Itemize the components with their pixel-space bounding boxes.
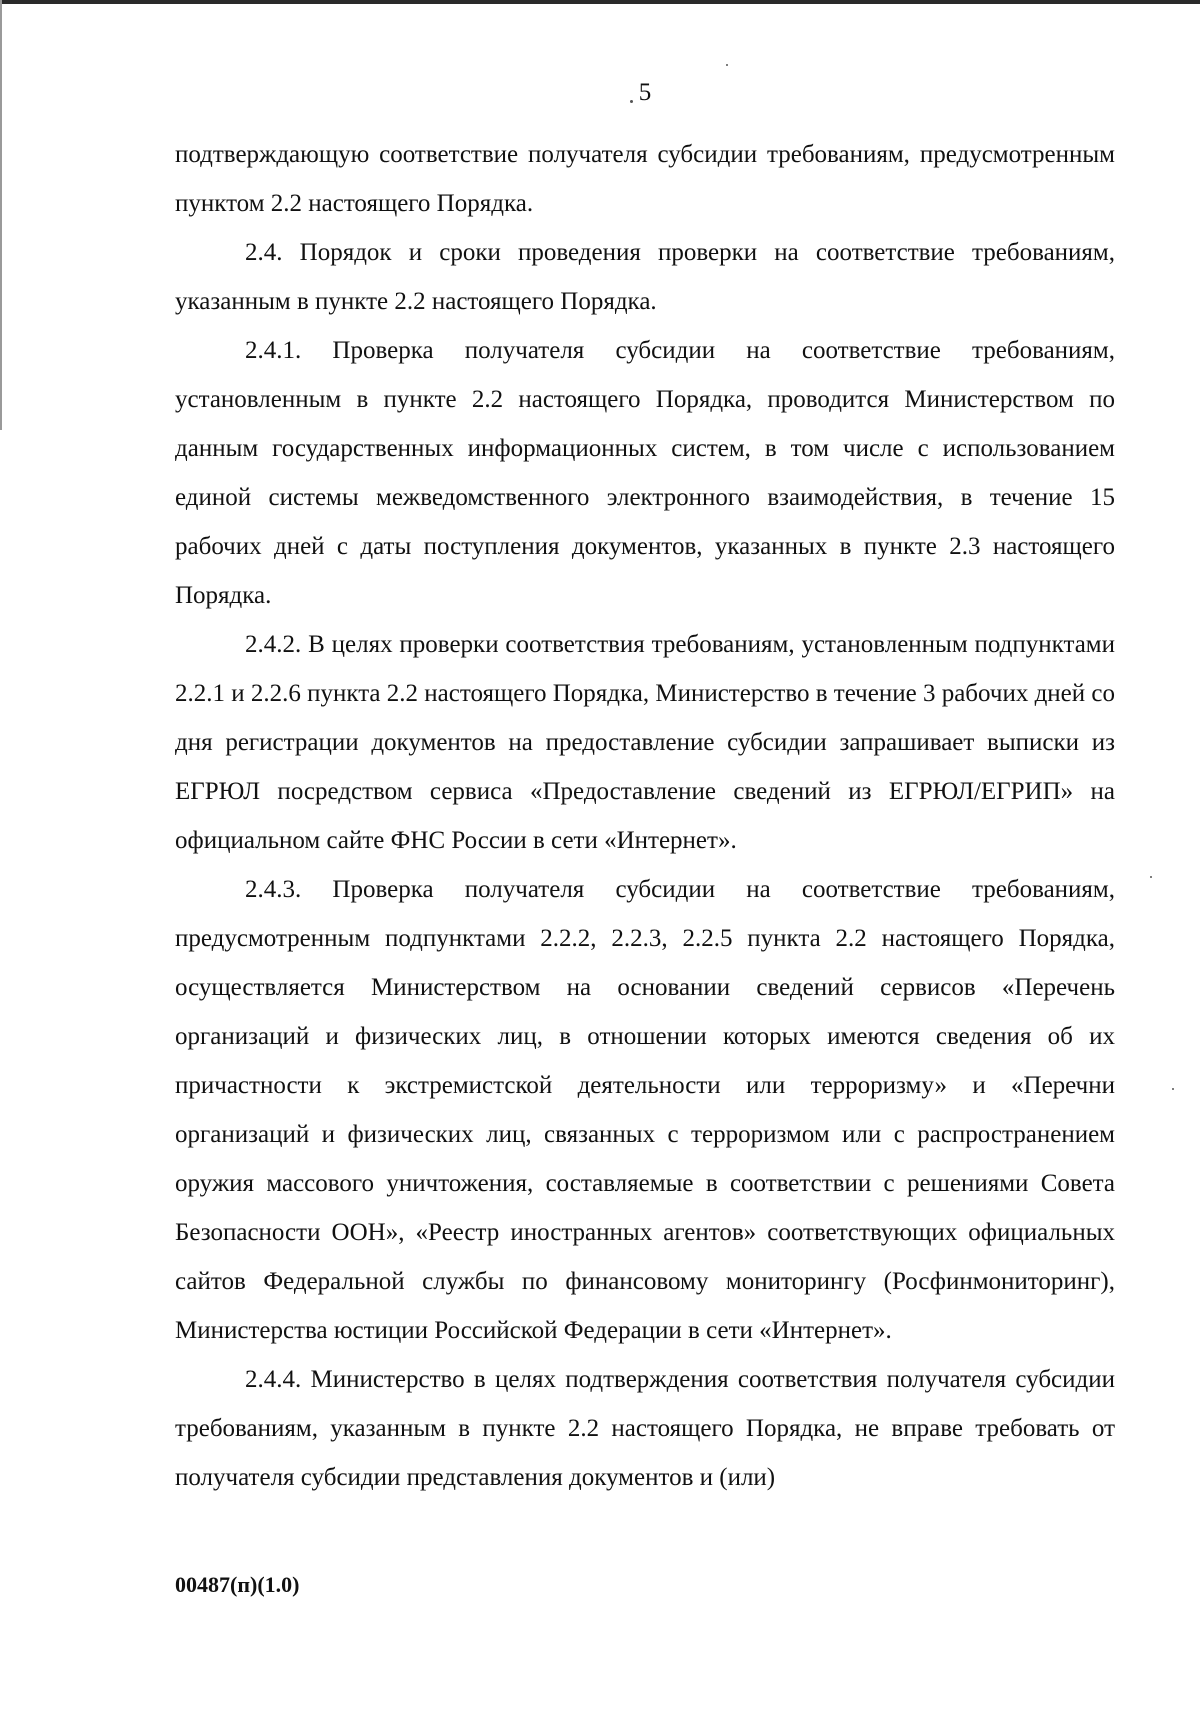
- document-code: 00487(п)(1.0): [175, 1572, 300, 1597]
- paragraph-2-4-4: 2.4.4. Министерство в целях подтверждения соответствия получателя субсидии требованиям, указанным в пункте 2.2 настоящего Порядка, не вправе требовать от получателя субсидии представления документов и (или): [175, 1366, 1115, 1491]
- document-body: [175, 130, 1115, 1502]
- scan-speck: [1150, 876, 1152, 878]
- paragraph-continuation: подтверждающую соответствие получателя субсидии требованиям, предусмотренным пунктом 2.2 настоящего Порядка.: [175, 141, 1115, 217]
- paragraph-2-4-3: 2.4.3. Проверка получателя субсидии на соответствие требованиям, предусмотренным подпунктами 2.2.2, 2.2.3, 2.2.5 пункта 2.2 настоящего Порядка, осуществляется Министерством на основании сведений сервисов «Перечень организаций и физических лиц, в отношении которых имеются сведения об их причастности к экстремистской деятельности или терроризму» и «Перечни организаций и физических лиц, связанных с терроризмом или с распространением оружия массового уничтожения, составляемые в соответствии с решениями Совета Безопасности ООН», «Реестр иностранных агентов» соответствующих официальных сайтов Федеральной службы по финансовому мониторингу (Росфинмониторинг), Министерства юстиции Российской Федерации в сети «Интернет».: [175, 876, 1115, 1344]
- page-number: 5: [638, 79, 652, 106]
- paragraph-2-4: 2.4. Порядок и сроки проведения проверки на соответствие требованиям, указанным в пункте 2.2 настоящего Порядка.: [175, 239, 1115, 315]
- scan-edge-left: [0, 0, 2, 430]
- scan-speck: [726, 64, 728, 66]
- scan-edge-top: [0, 0, 1200, 4]
- paragraph-2-4-2: 2.4.2. В целях проверки соответствия требованиям, установленным подпунктами 2.2.1 и 2.2.6 пункта 2.2 настоящего Порядка, Министерство в течение 3 рабочих дней со дня регистрации документов на предоставление субсидии запрашивает выписки из ЕГРЮЛ посредством сервиса «Предоставление сведений из ЕГРЮЛ/ЕГРИП» на официальном сайте ФНС России в сети «Интернет».: [175, 631, 1115, 854]
- scan-speck: [1172, 1088, 1174, 1090]
- paragraph-2-4-1: 2.4.1. Проверка получателя субсидии на соответствие требованиям, установленным в пункте 2.2 настоящего Порядка, проводится Министерством по данным государственных информационных систем, в том числе с использованием единой системы межведомственного электронного взаимодействия, в течение 15 рабочих дней с даты поступления документов, указанных в пункте 2.3 настоящего Порядка.: [175, 337, 1115, 609]
